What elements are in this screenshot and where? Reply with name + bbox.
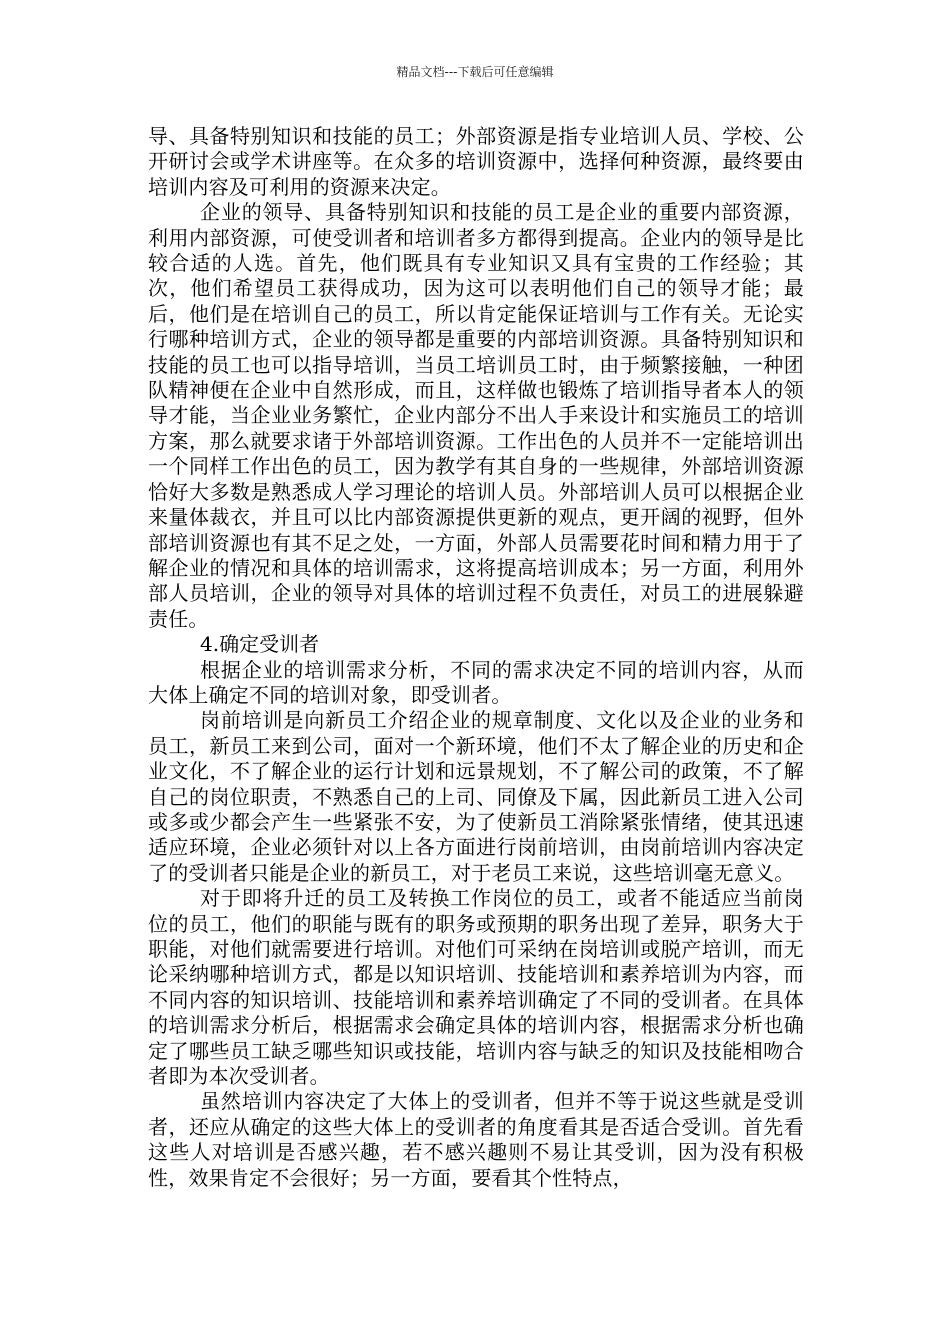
page-header: 精品文档---下载后可任意编辑 — [396, 65, 554, 79]
paragraph-internal-resources: 企业的领导、具备特别知识和技能的员工是企业的重要内部资源，利用内部资源，可使受训者和培训者多方都得到提高。企业内的领导是比较合适的人选。首先，他们既具有专业知识又具有宝贵的工作经验；其次，他们希望员工获得成功，因为这可以表明他们自己的领导才能；最后，他们是在培训自己的员工，所以肯定能保证培训与工作有关。无论实行哪种培训方式，企业的领导都是重要的内部培训资源。具备特别知识和技能的员工也可以指导培训，当员工培训员工时，由于频繁接触，一种团队精神便在企业中自然形成，而且，这样做也锻炼了培训指导者本人的领导才能，当企业业务繁忙，企业内部分不出人手来设计和实施员工的培训方案，那么就要求诸于外部培训资源。工作出色的人员并不一定能培训出一个同样工作出色的员工，因为教学有其自身的一些规律，外部培训资源恰好大多数是熟悉成人学习理论的培训人员。外部培训人员可以根据企业来量体裁衣，并且可以比内部资源提供更新的观点，更开阔的视野，但外部培训资源也有其不足之处，一方面，外部人员需要花时间和精力用于了解企业的情况和具体的培训需求，这将提高培训成本；另一方面，利用外部人员培训，企业的领导对具体的培训过程不负责任，对员工的进展躲避责任。 — [148, 200, 804, 631]
document-body — [148, 124, 804, 1191]
paragraph-promotion-training: 对于即将升迁的员工及转换工作岗位的员工，或者不能适应当前岗位的员工，他们的职能与既有的职务或预期的职务出现了差异，职务大于职能，对他们就需要进行培训。对他们可采纳在岗培训或脱产培训，而无论采纳哪种培训方式，都是以知识培训、技能培训和素养培训为内容，而不同内容的知识培训、技能培训和素养培训确定了不同的受训者。在具体的培训需求分析后，根据需求会确定具体的培训内容，根据需求分析也确定了哪些员工缺乏哪些知识或技能，培训内容与缺乏的知识及技能相吻合者即为本次受训者。 — [148, 886, 804, 1089]
paragraph-continuation: 导、具备特别知识和技能的员工；外部资源是指专业培训人员、学校、公开研讨会或学术讲座等。在众多的培训资源中，选择何种资源，最终要由培训内容及可利用的资源来决定。 — [148, 124, 804, 199]
paragraph-suitability: 虽然培训内容决定了大体上的受训者，但并不等于说这些就是受训者，还应从确定的这些大体上的受训者的角度看其是否适合受训。首先看这些人对培训是否感兴趣，若不感兴趣则不易让其受训，因为没有积极性，效果肯定不会很好；另一方面，要看其个性特点， — [148, 1089, 804, 1190]
section-heading-trainees: 4.确定受训者 — [200, 632, 320, 657]
paragraph-orientation-training: 岗前培训是向新员工介绍企业的规章制度、文化以及企业的业务和员工，新员工来到公司，面对一个新环境，他们不太了解企业的历史和企业文化，不了解企业的运行计划和远景规划，不了解公司的政策，不了解自己的岗位职责，不熟悉自己的上司、同僚及下属，因此新员工进入公司或多或少都会产生一些紧张不安，为了使新员工消除紧张情绪，使其迅速适应环境，企业必须针对以上各方面进行岗前培训，由岗前培训内容决定了的受训者只能是企业的新员工，对于老员工来说，这些培训毫无意义。 — [148, 708, 804, 885]
paragraph-needs-analysis: 根据企业的培训需求分析，不同的需求决定不同的培训内容，从而大体上确定不同的培训对象，即受训者。 — [148, 657, 804, 707]
